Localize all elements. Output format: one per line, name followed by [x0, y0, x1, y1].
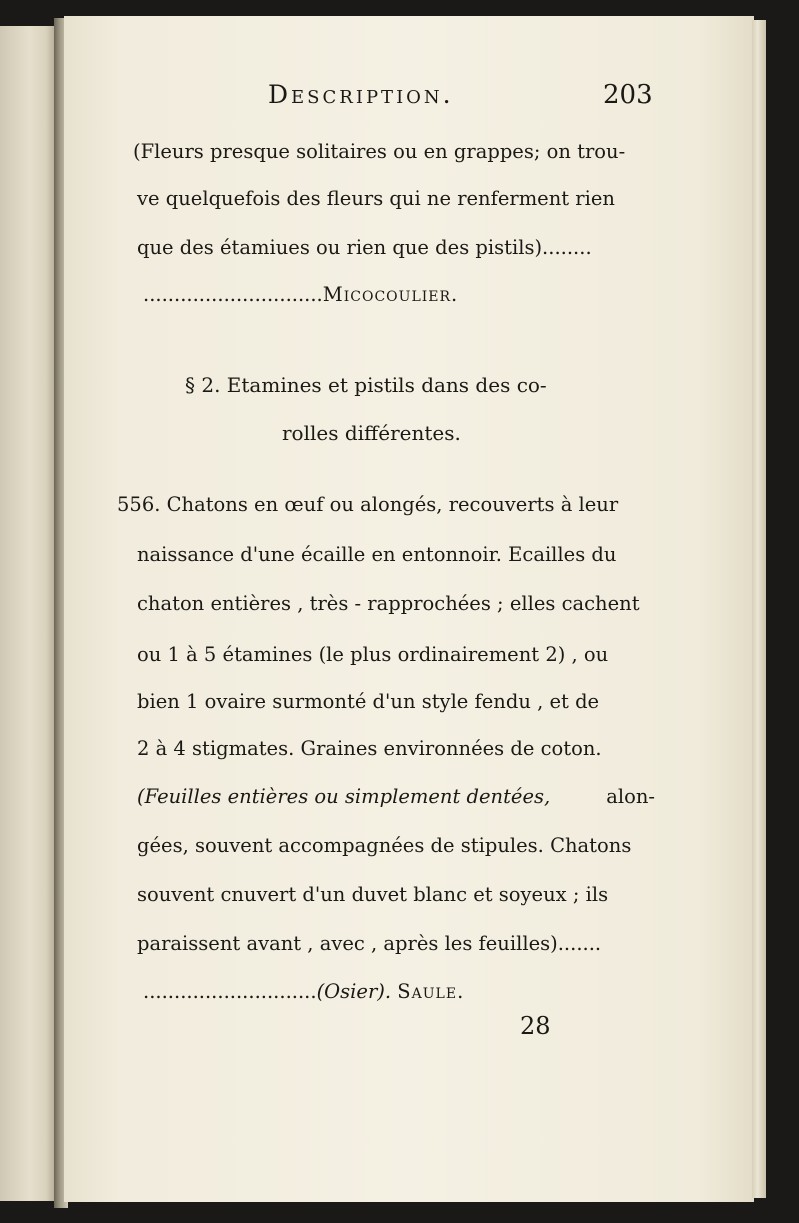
entry-line: bien 1 ovaire surmonté d'un style fendu , et de: [137, 690, 600, 713]
right-page-edge: [752, 20, 766, 1198]
text-line: (Fleurs presque solitaires ou en grappes; on trou-: [133, 140, 626, 163]
section-heading: § 2. Etamines et pistils dans des co-: [185, 373, 547, 397]
line-end: alon-: [606, 785, 655, 808]
entry-line: chaton entières , très - rapprochées ; elles cachent: [137, 592, 640, 615]
entry-line: ou 1 à 5 étamines (le plus ordinairement 2) , ou: [137, 643, 609, 666]
text-line: ve quelquefois des fleurs qui ne renferment rien: [137, 187, 615, 210]
entry-line: gées, souvent accompagnées de stipules. Chatons: [137, 834, 632, 857]
entry-line: 556. Chatons en œuf ou alongés, recouverts à leur: [117, 493, 619, 516]
leader-dots: ............................: [143, 980, 317, 1003]
page-number: 203: [603, 80, 653, 110]
entry-line: 2 à 4 stigmates. Graines environnées de coton.: [137, 737, 602, 760]
genus-name: Saule.: [397, 980, 465, 1003]
section-heading: rolles différentes.: [282, 421, 461, 445]
genus-name: Micocoulier.: [322, 283, 459, 306]
text-line: que des étamiues ou rien que des pistils)........: [137, 236, 592, 259]
italic-note: (Osier).: [316, 980, 392, 1003]
text-line: [143, 283, 458, 306]
entry-line: souvent cnuvert d'un duvet blanc et soyeux ; ils: [137, 883, 609, 906]
leader-dots: .............................: [143, 283, 323, 306]
entry-line: paraissent avant , avec , après les feuilles).......: [137, 932, 602, 955]
left-page-edge: [0, 26, 54, 1201]
entry-line: [137, 785, 655, 808]
italic-note: (Feuilles entières ou simplement dentées,: [137, 785, 551, 808]
entry-line: naissance d'une écaille en entonnoir. Ecailles du: [137, 543, 617, 566]
entry-line: [143, 980, 464, 1003]
running-title: Description.: [268, 80, 454, 109]
signature-mark: 28: [520, 1012, 551, 1040]
